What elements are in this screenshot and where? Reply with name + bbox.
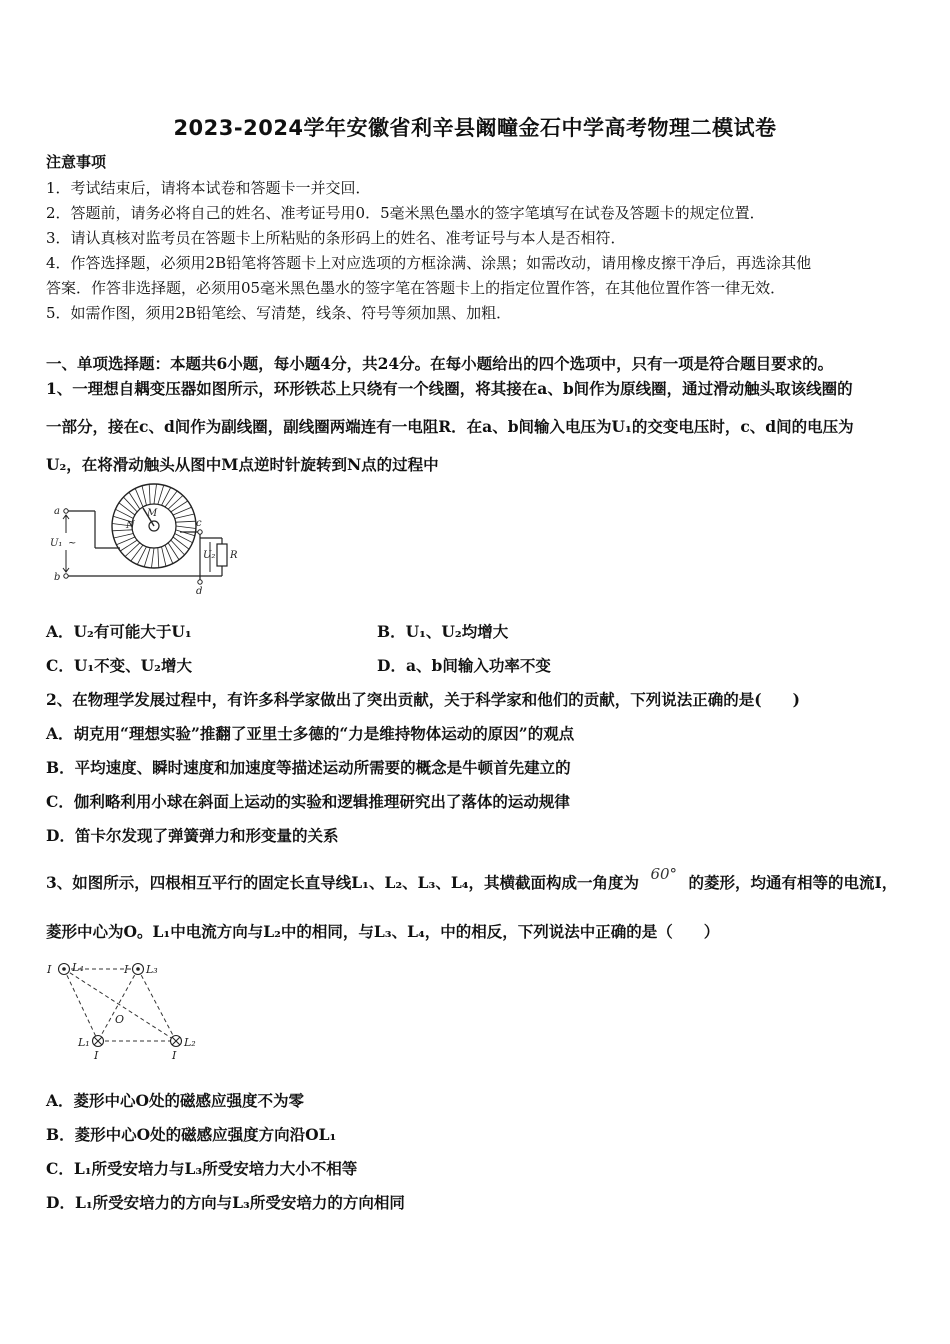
q3-stem-line1-a: 3、如图所示，四根相互平行的固定长直导线L₁、L₂、L₃、L₄，其横截面构成一角度为 [46, 873, 640, 892]
q3-stem-line1 [46, 865, 898, 893]
coil-turn [131, 545, 143, 561]
label-I-L3: I [124, 963, 129, 976]
q2-option-a: A．胡克用“理想实验”推翻了亚里士多德的“力是维持物体运动的原因”的观点 [46, 724, 575, 743]
label-b: b [54, 572, 61, 583]
q1-stem-line2: 一部分，接在c、d间作为副线圈，副线圈两端连有一电阻R．在a、b间输入电压为U₁的交变电压时，c、d间的电压为 [46, 417, 854, 436]
q1-stem-line1: 1、一理想自耦变压器如图所示，环形铁芯上只绕有一个线圈，将其接在a、b间作为原线圈，通过滑动触头取该线圈的 [46, 379, 853, 398]
q2-option-d: D．笛卡尔发现了弹簧弹力和形变量的关系 [46, 826, 339, 845]
label-U2: U₂ [203, 550, 216, 561]
q3-option-d: D．L₁所受安培力的方向与L₃所受安培力的方向相同 [46, 1193, 405, 1212]
note-item-2: 2．答题前，请务必将自己的姓名、准考证号用0．5毫米黑色墨水的签字笔填写在试卷及答题卡的规定位置． [46, 204, 765, 222]
coil-turn [173, 537, 189, 549]
coil-turn [124, 497, 138, 512]
page-title: 2023-2024学年安徽省利辛县阚疃金石中学高考物理二模试卷 [173, 116, 777, 140]
ac-source-symbol: ~ [68, 538, 77, 549]
q1-option-a: A．U₂有可能大于U₁ [46, 622, 192, 641]
label-O: O [115, 1013, 125, 1026]
coil-turn [158, 485, 164, 504]
label-c: c [196, 518, 202, 529]
label-I-L4: I [47, 963, 52, 976]
label-a: a [54, 506, 60, 517]
coil-turn [149, 484, 150, 504]
coil-turn [125, 543, 140, 557]
label-L1: L₁ [78, 1036, 90, 1049]
coil-turn [144, 548, 150, 567]
coil-turn [154, 484, 157, 504]
note-item-5: 5．如需作图，须用2B铅笔绘、写清楚，线条、符号等须加黑、加粗． [46, 304, 512, 322]
notes-heading: 注意事项 [46, 153, 107, 171]
coil-turn [142, 486, 146, 506]
label-N: N [126, 520, 135, 531]
q1-stem-line3: U₂，在将滑动触头从图中M点逆时针旋转到N点的过程中 [46, 455, 439, 474]
section-heading: 一、单项选择题：本题共6小题，每小题4分，共24分。在每小题给出的四个选项中，只有一项是符合题目要求的。 [46, 354, 834, 373]
note-item-1: 1．考试结束后，请将本试卷和答题卡一并交回． [46, 179, 371, 197]
note-item-4-cont: 答案．作答非选择题，必须用05毫米黑色墨水的签字笔在答题卡上的指定位置作答，在其他位置作答一律无效． [46, 279, 786, 297]
q1-option-d: D．a、b间输入功率不变 [377, 656, 551, 675]
note-item-3: 3．请认真核对监考员在答题卡上所粘贴的条形码上的姓名、准考证号与本人是否相符． [46, 229, 626, 247]
note-item-4: 4．作答选择题，必须用2B铅笔将答题卡上对应选项的方框涂满、涂黑；如需改动，请用橡皮擦干净后，再选涂其他 [46, 254, 812, 272]
coil-turn [151, 548, 154, 568]
coil-turn [114, 534, 134, 538]
coil-turn [176, 521, 196, 522]
coil-turn [137, 547, 146, 565]
q2-option-b: B．平均速度、瞬时速度和加速度等描述运动所需要的概念是牛顿首先建立的 [46, 758, 571, 777]
q1-option-c: C．U₁不变、U₂增大 [46, 656, 192, 675]
coil-turn [176, 530, 195, 536]
q1-option-b: B．U₁、U₂均增大 [377, 622, 509, 641]
q3-stem-line1-b: 的菱形，均通有相等的电流I， [688, 873, 898, 892]
q3-stem-line2: 菱形中心为O。L₁中电流方向与L₂中的相同，与L₃、L₄，中的相反，下列说法中正确的是（ ） [46, 922, 720, 941]
label-L4: L₄ [72, 961, 84, 974]
label-L2: L₂ [184, 1036, 196, 1049]
coil-turn [115, 509, 133, 518]
q3-option-a: A．菱形中心O处的磁感应强度不为零 [46, 1091, 305, 1110]
coil-turn [162, 547, 166, 567]
coil-turn [162, 487, 171, 505]
q3-option-b: B．菱形中心O处的磁感应强度方向沿OL₁ [46, 1125, 337, 1144]
label-d: d [196, 586, 203, 596]
coil-turn [158, 548, 159, 568]
coil-turn [175, 514, 195, 518]
label-L3: L₃ [146, 963, 158, 976]
label-M: M [147, 508, 158, 519]
q3-rhombus-figure [44, 955, 214, 1065]
label-R: R [230, 550, 238, 561]
coil-turn [168, 496, 183, 510]
q2-stem: 2、在物理学发展过程中，有许多科学家做出了突出贡献，关于科学家和他们的贡献，下列说法正确的是( ) [46, 690, 800, 709]
q3-option-c: C．L₁所受安培力与L₃所受安培力大小不相等 [46, 1159, 358, 1178]
coil-turn [119, 503, 135, 515]
q1-transformer-figure [50, 478, 250, 596]
coil-turn [165, 491, 177, 507]
toroid-coil [112, 484, 196, 568]
angle-60: 60° [650, 865, 678, 883]
coil-turn [175, 534, 193, 543]
label-U1: U₁ [50, 538, 63, 549]
coil-turn [176, 526, 196, 529]
label-I-L1: I [94, 1049, 99, 1062]
q2-option-c: C．伽利略利用小球在斜面上运动的实验和逻辑推理研究出了落体的运动规律 [46, 792, 570, 811]
coil-turn [171, 540, 185, 555]
label-I-L2: I [172, 1049, 177, 1062]
